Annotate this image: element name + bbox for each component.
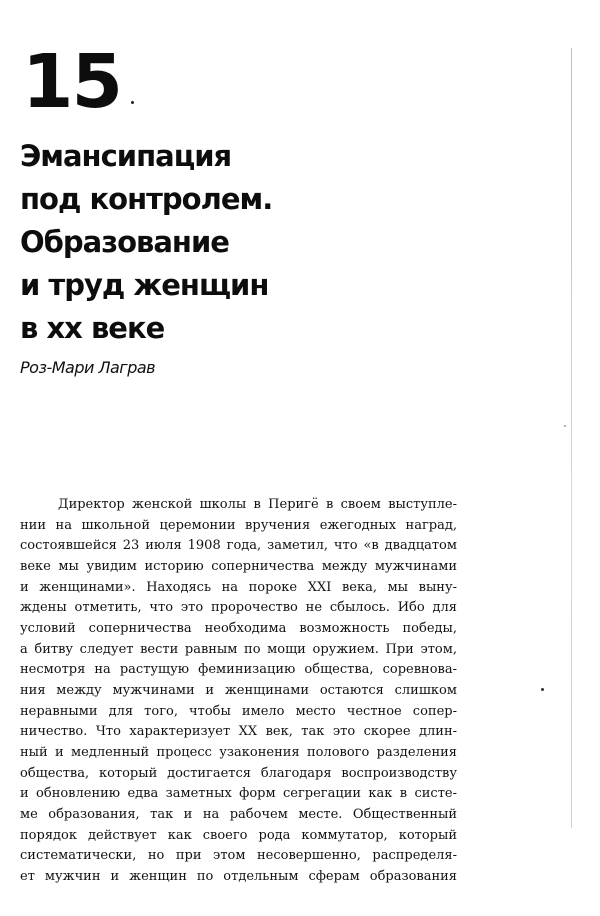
text-line: ме образования, так и на рабочем месте. Общественный — [20, 806, 457, 822]
text-line: систематически, но при этом несовершенно, распределя- — [20, 848, 457, 864]
text-line: и обновлению едва заметных форм сегрегации как в систе- — [20, 786, 457, 802]
text-line: несмотря на растущую феминизацию общества, соревнова- — [20, 662, 457, 678]
chapter-title — [20, 135, 320, 350]
text-line: ждены отметить, что это пророчество не сбылось. Ибо для — [20, 600, 457, 616]
text-line: ния между мужчинами и женщинами остаются слишком — [20, 682, 457, 698]
author-name: Роз-Мари Лаграв — [20, 358, 156, 377]
text-line: нии на школьной церемонии вручения ежегодных наград, — [20, 517, 457, 533]
scan-speck — [564, 425, 566, 427]
body-paragraph — [20, 495, 457, 887]
title-line: Образование — [20, 225, 229, 259]
scan-speck — [541, 688, 544, 691]
title-line: Эмансипация — [20, 139, 232, 173]
text-line: неравными для того, чтобы имело место честное сопер- — [20, 703, 457, 719]
title-line: под контролем. — [20, 182, 273, 216]
text-line: Директор женской школы в Перигё в своем выступле- — [58, 497, 457, 512]
text-line: состоявшейся 23 июля 1908 года, заметил, что «в двадцатом — [20, 538, 457, 554]
text-line: порядок действует как своего рода коммутатор, который — [20, 827, 457, 843]
text-line: общества, который достигается благодаря воспроизводству — [20, 765, 457, 781]
text-line: условий соперничества необходима возможность победы, — [20, 620, 457, 636]
text-line: ет мужчин и женщин по отдельным сферам образования — [20, 868, 457, 884]
decorative-dot — [131, 101, 134, 104]
chapter-number: 15 — [22, 39, 121, 125]
text-line: ный и медленный процесс узаконения полового разделения — [20, 744, 457, 760]
title-line: в хх веке — [20, 311, 165, 345]
text-line: ничество. Что характеризует XX век, так это скорее длин- — [20, 724, 457, 740]
text-line: веке мы увидим историю соперничества между мужчинами — [20, 558, 457, 574]
page-edge-line — [571, 48, 572, 828]
text-line: а битву следует вести равным по мощи оружием. При этом, — [20, 641, 457, 657]
text-line: и женщинами». Находясь на пороке XXI века, мы выну- — [20, 579, 457, 595]
title-line: и труд женщин — [20, 268, 269, 302]
